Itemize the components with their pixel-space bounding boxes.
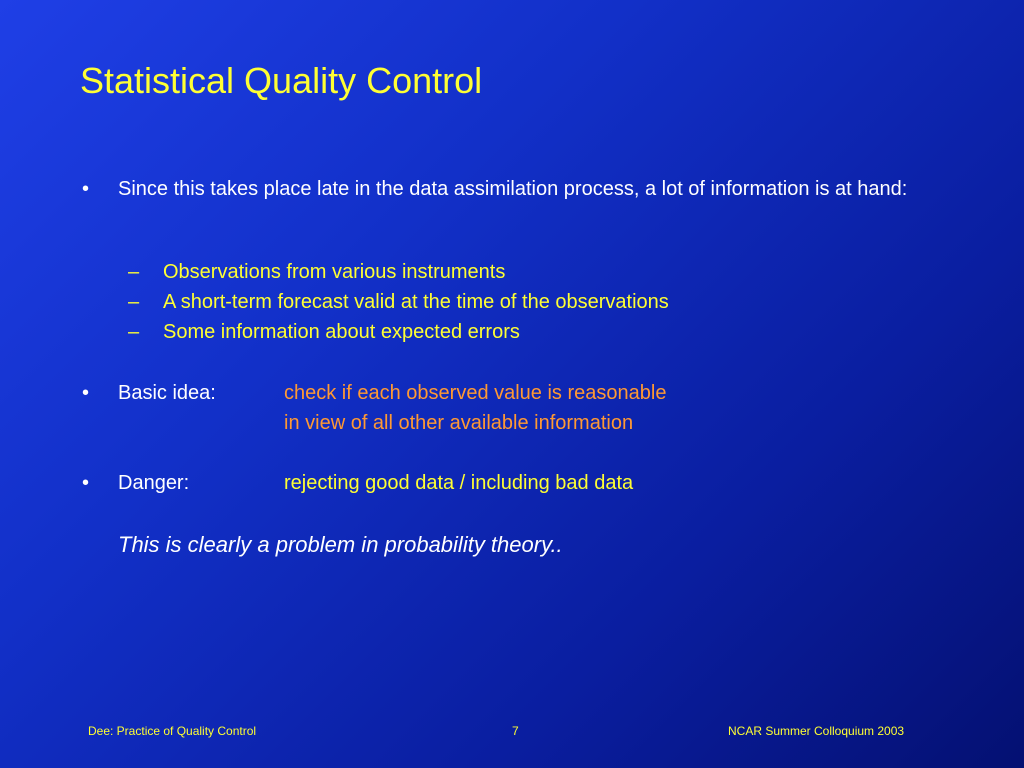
footer-page-number: 7 xyxy=(512,724,519,738)
subitem-text: Some information about expected errors xyxy=(163,321,520,343)
bullet-label: Basic idea: xyxy=(118,382,216,404)
basic-idea-detail-line-1: check if each observed value is reasonable xyxy=(284,382,667,404)
bullet-label: Danger: xyxy=(118,472,190,494)
subitem-marker: – xyxy=(128,291,140,313)
slide-title: Statistical Quality Control xyxy=(80,60,483,101)
bullet-text: Since this takes place late in the data assimilation process, a lot of information is at hand: xyxy=(118,178,908,200)
basic-idea-detail-line-2: in view of all other available information xyxy=(284,412,634,434)
subitem-marker: – xyxy=(128,261,140,283)
danger-detail: rejecting good data / including bad data xyxy=(284,472,634,494)
subitem-text: A short-term forecast valid at the time of the observations xyxy=(163,291,669,313)
subitem-marker: – xyxy=(128,321,140,343)
bullet-marker: • xyxy=(82,382,90,404)
probability-note: This is clearly a problem in probability theory.. xyxy=(118,532,563,557)
bullet-marker: • xyxy=(82,178,90,200)
bullet-marker: • xyxy=(82,472,90,494)
subitem-text: Observations from various instruments xyxy=(163,261,506,283)
footer-right-text: NCAR Summer Colloquium 2003 xyxy=(728,724,905,738)
footer-left-text: Dee: Practice of Quality Control xyxy=(88,724,257,738)
